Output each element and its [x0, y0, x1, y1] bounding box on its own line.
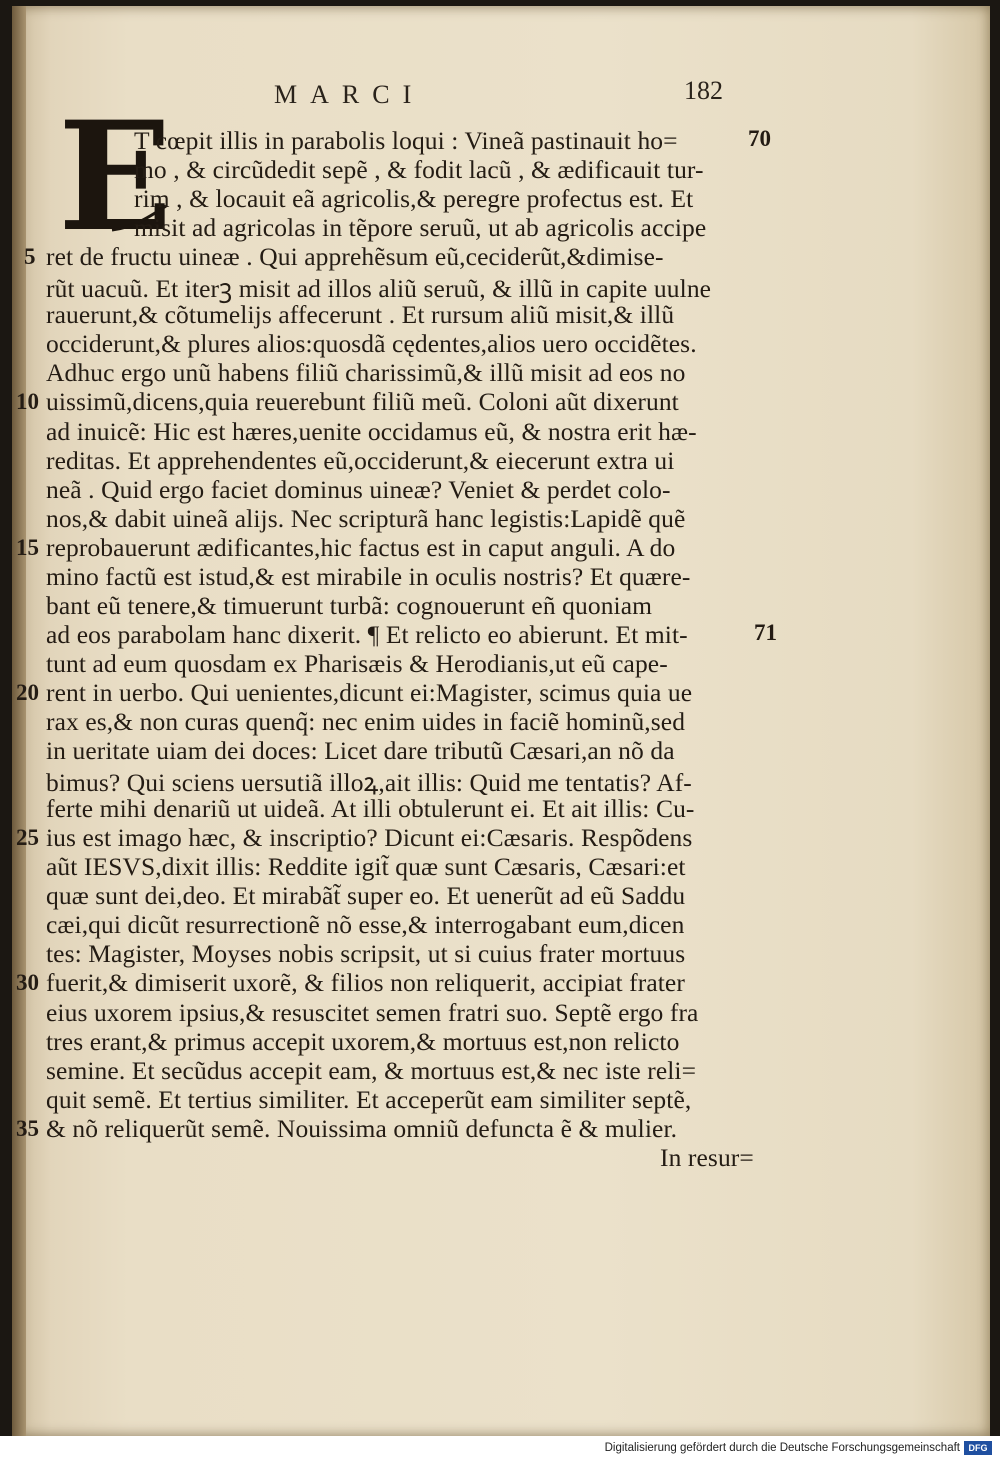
- digitization-footer: [0, 1436, 1000, 1462]
- text-line: rent in uerbo. Qui uenientes,dicunt ei:Magister, scimus quia ue: [46, 677, 693, 707]
- line-number: 15: [16, 534, 39, 560]
- text-line: aũt IESVS,dixit illis: Reddite igit̃ quæ sunt Cæsaris, Cæsari:et: [46, 852, 686, 882]
- text-line: reditas. Et apprehendentes eũ,occiderunt,& eiecerunt extra ui: [46, 445, 675, 475]
- text-line: cæi,qui dicũt resurrectionẽ nõ esse,& interrogabant eum,dicen: [46, 910, 685, 940]
- text-line: tes: Magister, Moyses nobis scripsit, ut si cuius frater mortuus: [46, 939, 686, 969]
- text-line: Adhuc ergo unũ habens filiũ charissimũ,& illũ misit ad eos no: [46, 358, 686, 388]
- text-line: nos,& dabit uineã alijs. Nec scripturã hanc legistis:Lapidẽ quẽ: [46, 503, 686, 533]
- footer-credit: Digitalisierung gefördert durch die Deutsche Forschungsgemeinschaft: [604, 1442, 960, 1454]
- text-line: bimus? Qui sciens uersutiã illoꝝ,ait illis: Quid me tentatis? Af-: [46, 768, 692, 798]
- text-line: quæ sunt dei,deo. Et mirabãt̃ super eo. Et uenerũt ad eũ Saddu: [46, 881, 686, 911]
- text-line: occiderunt,& plures alios:quosdã cędentes,alios uero occidẽtes.: [46, 329, 697, 359]
- text-line: ret de fructu uineæ . Qui apprehẽsum eũ,ceciderũt,&dimise-: [46, 242, 664, 272]
- line-number: 30: [16, 970, 39, 996]
- text-line: fuerit,& dimiserit uxorẽ, & filios non reliquerit, accipiat frater: [46, 968, 685, 998]
- text-line: ferte mihi denariũ ut uideã. At illi obtulerunt ei. Et ait illis: Cu-: [46, 794, 695, 824]
- book-page: [12, 6, 990, 1436]
- text-line: & nõ reliquerũt semẽ. Nouissima omniũ defuncta ẽ & mulier.: [46, 1113, 678, 1143]
- text-line: mo , & circũdedit sepẽ , & fodit lacũ , & ædificauit tur-: [134, 155, 704, 185]
- chapter-number: 70: [748, 126, 771, 151]
- text-line: In resur=: [660, 1142, 754, 1172]
- text-line: neã . Quid ergo faciet dominus uineæ? Veniet & perdet colo-: [46, 474, 671, 504]
- text-line: mino factũ est istud,& est mirabile in oculis nostris? Et quære-: [46, 561, 691, 591]
- text-line: ad inuicẽ: Hic est hæres,uenite occidamus eũ, & nostra erit hæ-: [46, 416, 697, 446]
- text-line: uissimũ,dicens,quia reuerebunt filiũ meũ. Coloni aũt dixerunt: [46, 387, 679, 417]
- text-line: rauerunt,& cõtumelijs affecerunt . Et rursum aliũ misit,& illũ: [46, 300, 675, 330]
- text-line: misit ad agricolas in tẽpore seruũ, ut ab agricolis accipe: [134, 213, 707, 243]
- line-number: 20: [16, 679, 39, 705]
- text-line: rax es,& non curas quenq̃: nec enim uides in faciẽ hominũ,sed: [46, 707, 686, 736]
- text-line: T cœpit illis in parabolis loqui : Vineã pastinauit ho=: [134, 126, 678, 155]
- text-line: ad eos parabolam hanc dixerit. ¶ Et relicto eo abierunt. Et mit-: [46, 619, 688, 649]
- initial-letter: E: [58, 89, 173, 265]
- decorated-initial: [58, 89, 173, 265]
- text-line: ius est imago hæc, & inscriptio? Dicunt ei:Cæsaris. Respõdens: [46, 823, 693, 853]
- text-line: in ueritate uiam dei doces: Licet dare tributũ Cæsari,an nõ da: [46, 736, 675, 766]
- line-number: 35: [16, 1115, 39, 1141]
- text-line: tunt ad eum quosdam ex Pharisæis & Herodianis,ut eũ cape-: [46, 648, 668, 678]
- binding-shadow: [12, 6, 26, 1436]
- text-line: semine. Et secũdus accepit eam, & mortuus est,& nec iste reli=: [46, 1055, 697, 1085]
- text-line: reprobauerunt ædificantes,hic factus est in caput anguli. A do: [46, 532, 676, 562]
- text-line: quit semẽ. Et tertius similiter. Et acceperũt eam similiter septẽ,: [46, 1084, 692, 1114]
- line-number: 5: [24, 244, 36, 270]
- text-line: tres erant,& primus accepit uxorem,& mortuus est,non relicto: [46, 1026, 680, 1056]
- text-line: rim , & locauit eã agricolis,& peregre profectus est. Et: [134, 184, 694, 214]
- text-line: eius uxorem ipsius,& resuscitet semen fratri suo. Septẽ ergo fra: [46, 997, 699, 1027]
- line-number: 25: [16, 825, 39, 851]
- text-line: bant eũ tenere,& timuerunt turbã: cognouerunt eñ quoniam: [46, 590, 653, 620]
- chapter-number: 71: [754, 619, 777, 645]
- running-header: MARCI: [274, 80, 425, 109]
- page-number: 182: [684, 76, 723, 105]
- line-number: 10: [16, 389, 39, 415]
- dfg-logo: DFG: [964, 1441, 992, 1455]
- text-line: rũt uacuũ. Et iterꝫ misit ad illos aliũ seruũ, & illũ in capite uulne: [46, 274, 712, 304]
